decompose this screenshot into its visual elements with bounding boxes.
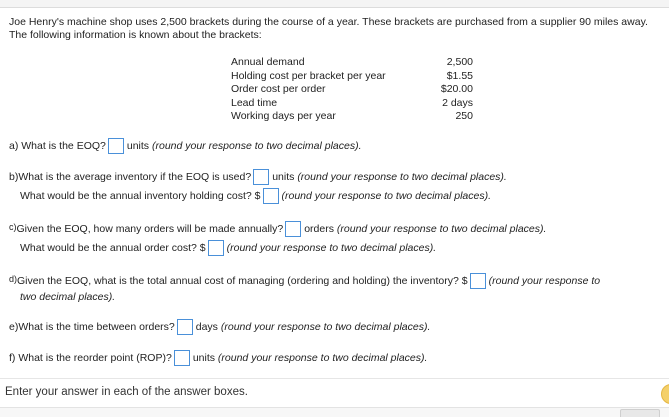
given-label: Order cost per order [231,83,326,95]
question-d-letter: d) [9,274,18,284]
footer-instruction: Enter your answer in each of the answer boxes. [5,386,248,398]
question-e-text: e)What is the time between orders? [9,321,175,333]
average-inventory-answer-box[interactable] [253,169,269,185]
question-e-hint: (round your response to two decimal places). [220,320,431,333]
given-value: $1.55 [446,69,473,82]
question-f [9,350,427,366]
question-f-text: f) What is the reorder point (ROP)? [9,352,172,364]
help-icon[interactable] [661,384,669,404]
given-value: 250 [455,110,473,122]
footer-divider [0,378,669,379]
question-c2-hint: (round your response to two decimal places). [226,241,437,254]
question-e [9,319,430,335]
question-c2-text: What would be the annual order cost? $ [20,242,206,254]
question-b1-unit: units [272,171,295,183]
question-b1-text: b)What is the average inventory if the EOQ is used? [9,171,252,183]
question-a-text: a) What is the EOQ? [9,140,106,152]
question-f-hint: (round your response to two decimal places). [217,351,428,364]
total-cost-answer-box[interactable] [470,273,486,289]
question-a-hint: (round your response to two decimal places). [151,139,362,152]
given-row-lead-time [231,97,473,111]
question-c2 [20,240,436,256]
question-c1-text: Given the EOQ, how many orders will be made annually? [16,223,284,235]
question-c1 [9,221,546,237]
question-b1-hint: (round your response to two decimal places). [297,170,507,183]
given-label: Annual demand [231,56,305,68]
given-label: Holding cost per bracket per year [231,69,386,82]
question-b2-hint: (round your response to two decimal places). [281,189,492,202]
question-b1 [9,169,507,185]
time-between-orders-answer-box[interactable] [177,319,193,335]
given-info-table [231,56,473,124]
given-value: 2,500 [446,56,473,68]
problem-statement: Joe Henry's machine shop uses 2,500 brackets during the course of a year. These brackets are purchased from a supplier 90 miles away. The following information is known about the brackets: [9,16,648,41]
given-value: $20.00 [440,83,473,95]
question-f-unit: units [192,352,215,364]
question-a [9,138,362,154]
question-c1-hint: (round your response to two decimal places). [336,222,547,235]
question-d-hint-2: two decimal places). [20,291,116,303]
question-b2-text: What would be the annual inventory holding cost? $ [20,190,261,202]
holding-cost-answer-box[interactable] [263,188,279,204]
question-d-hint-continued [20,290,115,304]
given-row-holding-cost [231,70,473,84]
question-c1-unit: orders [304,223,334,235]
question-c-letter: c) [9,222,17,232]
given-label: Lead time [231,96,278,109]
annual-order-cost-answer-box[interactable] [208,240,224,256]
given-row-order-cost [231,83,473,97]
given-value: 2 days [442,96,473,109]
question-b2 [20,188,491,204]
question-d-hint: (round your response to [488,274,601,287]
question-d [9,273,600,289]
given-row-annual-demand [231,56,473,70]
orders-per-year-answer-box[interactable] [285,221,301,237]
given-row-working-days [231,110,473,124]
question-d-text: Given the EOQ, what is the total annual cost of managing (ordering and holding) the inventory? $ [17,275,468,287]
reorder-point-answer-box[interactable] [174,350,190,366]
question-e-unit: days [195,321,218,333]
question-a-unit: units [126,140,150,152]
top-border [0,0,669,8]
given-label: Working days per year [231,110,336,122]
eoq-answer-box[interactable] [108,138,124,154]
